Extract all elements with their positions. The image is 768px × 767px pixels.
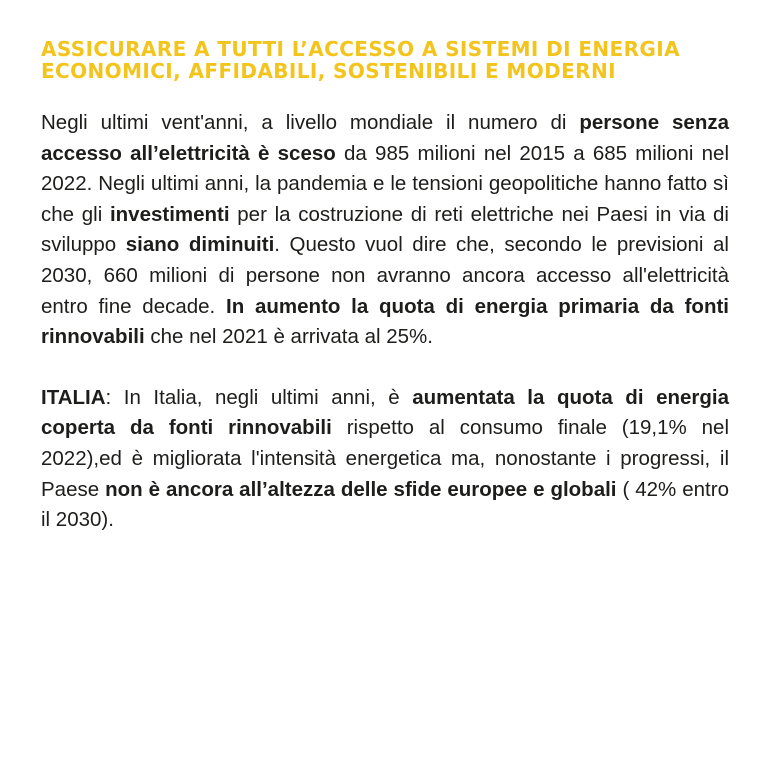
text-span: Negli ultimi vent'anni, a livello mondiale il numero di	[41, 111, 580, 134]
bold-text: In aumento la quota di energia primaria da fonti rinnovabili	[41, 294, 729, 349]
text-span: che nel 2021 è arrivata al 25%.	[144, 325, 433, 349]
bold-text: aumentata la quota di energia coperta da fonti rinnovabili	[41, 385, 729, 440]
bold-text: persone senza accesso all’elettricità è sceso	[41, 111, 729, 165]
text-span: da 985 milioni nel 2015 a 685 milioni nel 2022. Negli ultimi anni, la pandemia e le tensioni geopolitiche hanno fatto sì che gli	[41, 141, 729, 226]
content-page	[41, 38, 729, 536]
bold-text: non è ancora all’altezza delle sfide europee e globali	[105, 477, 617, 501]
text-span: : In Italia, negli ultimi anni, è	[105, 385, 413, 409]
text-span: per la costruzione di reti elettriche nei Paesi in via di sviluppo	[41, 202, 729, 257]
paragraph-italia	[41, 383, 729, 536]
text-span: rispetto al consumo finale (19,1% nel 2022),ed è migliorata l'intensità energetica ma, nonostante i progressi, il Paese	[41, 416, 730, 501]
paragraph-global	[41, 108, 729, 353]
text-span: . Questo vuol dire che, secondo le previsioni al 2030, 660 milioni di persone non avranno ancora accesso all'elettricità entro fine decade.	[41, 233, 729, 318]
bold-text: siano diminuiti	[125, 233, 275, 257]
text-span: ( 42% entro il 2030).	[41, 477, 729, 532]
page-title: ASSICURARE A TUTTI L’ACCESSO A SISTEMI DI ENERGIA ECONOMICI, AFFIDABILI, SOSTENIBILI E MODERNI	[41, 37, 680, 83]
country-label: ITALIA	[41, 385, 106, 409]
bold-text: investimenti	[109, 202, 230, 226]
